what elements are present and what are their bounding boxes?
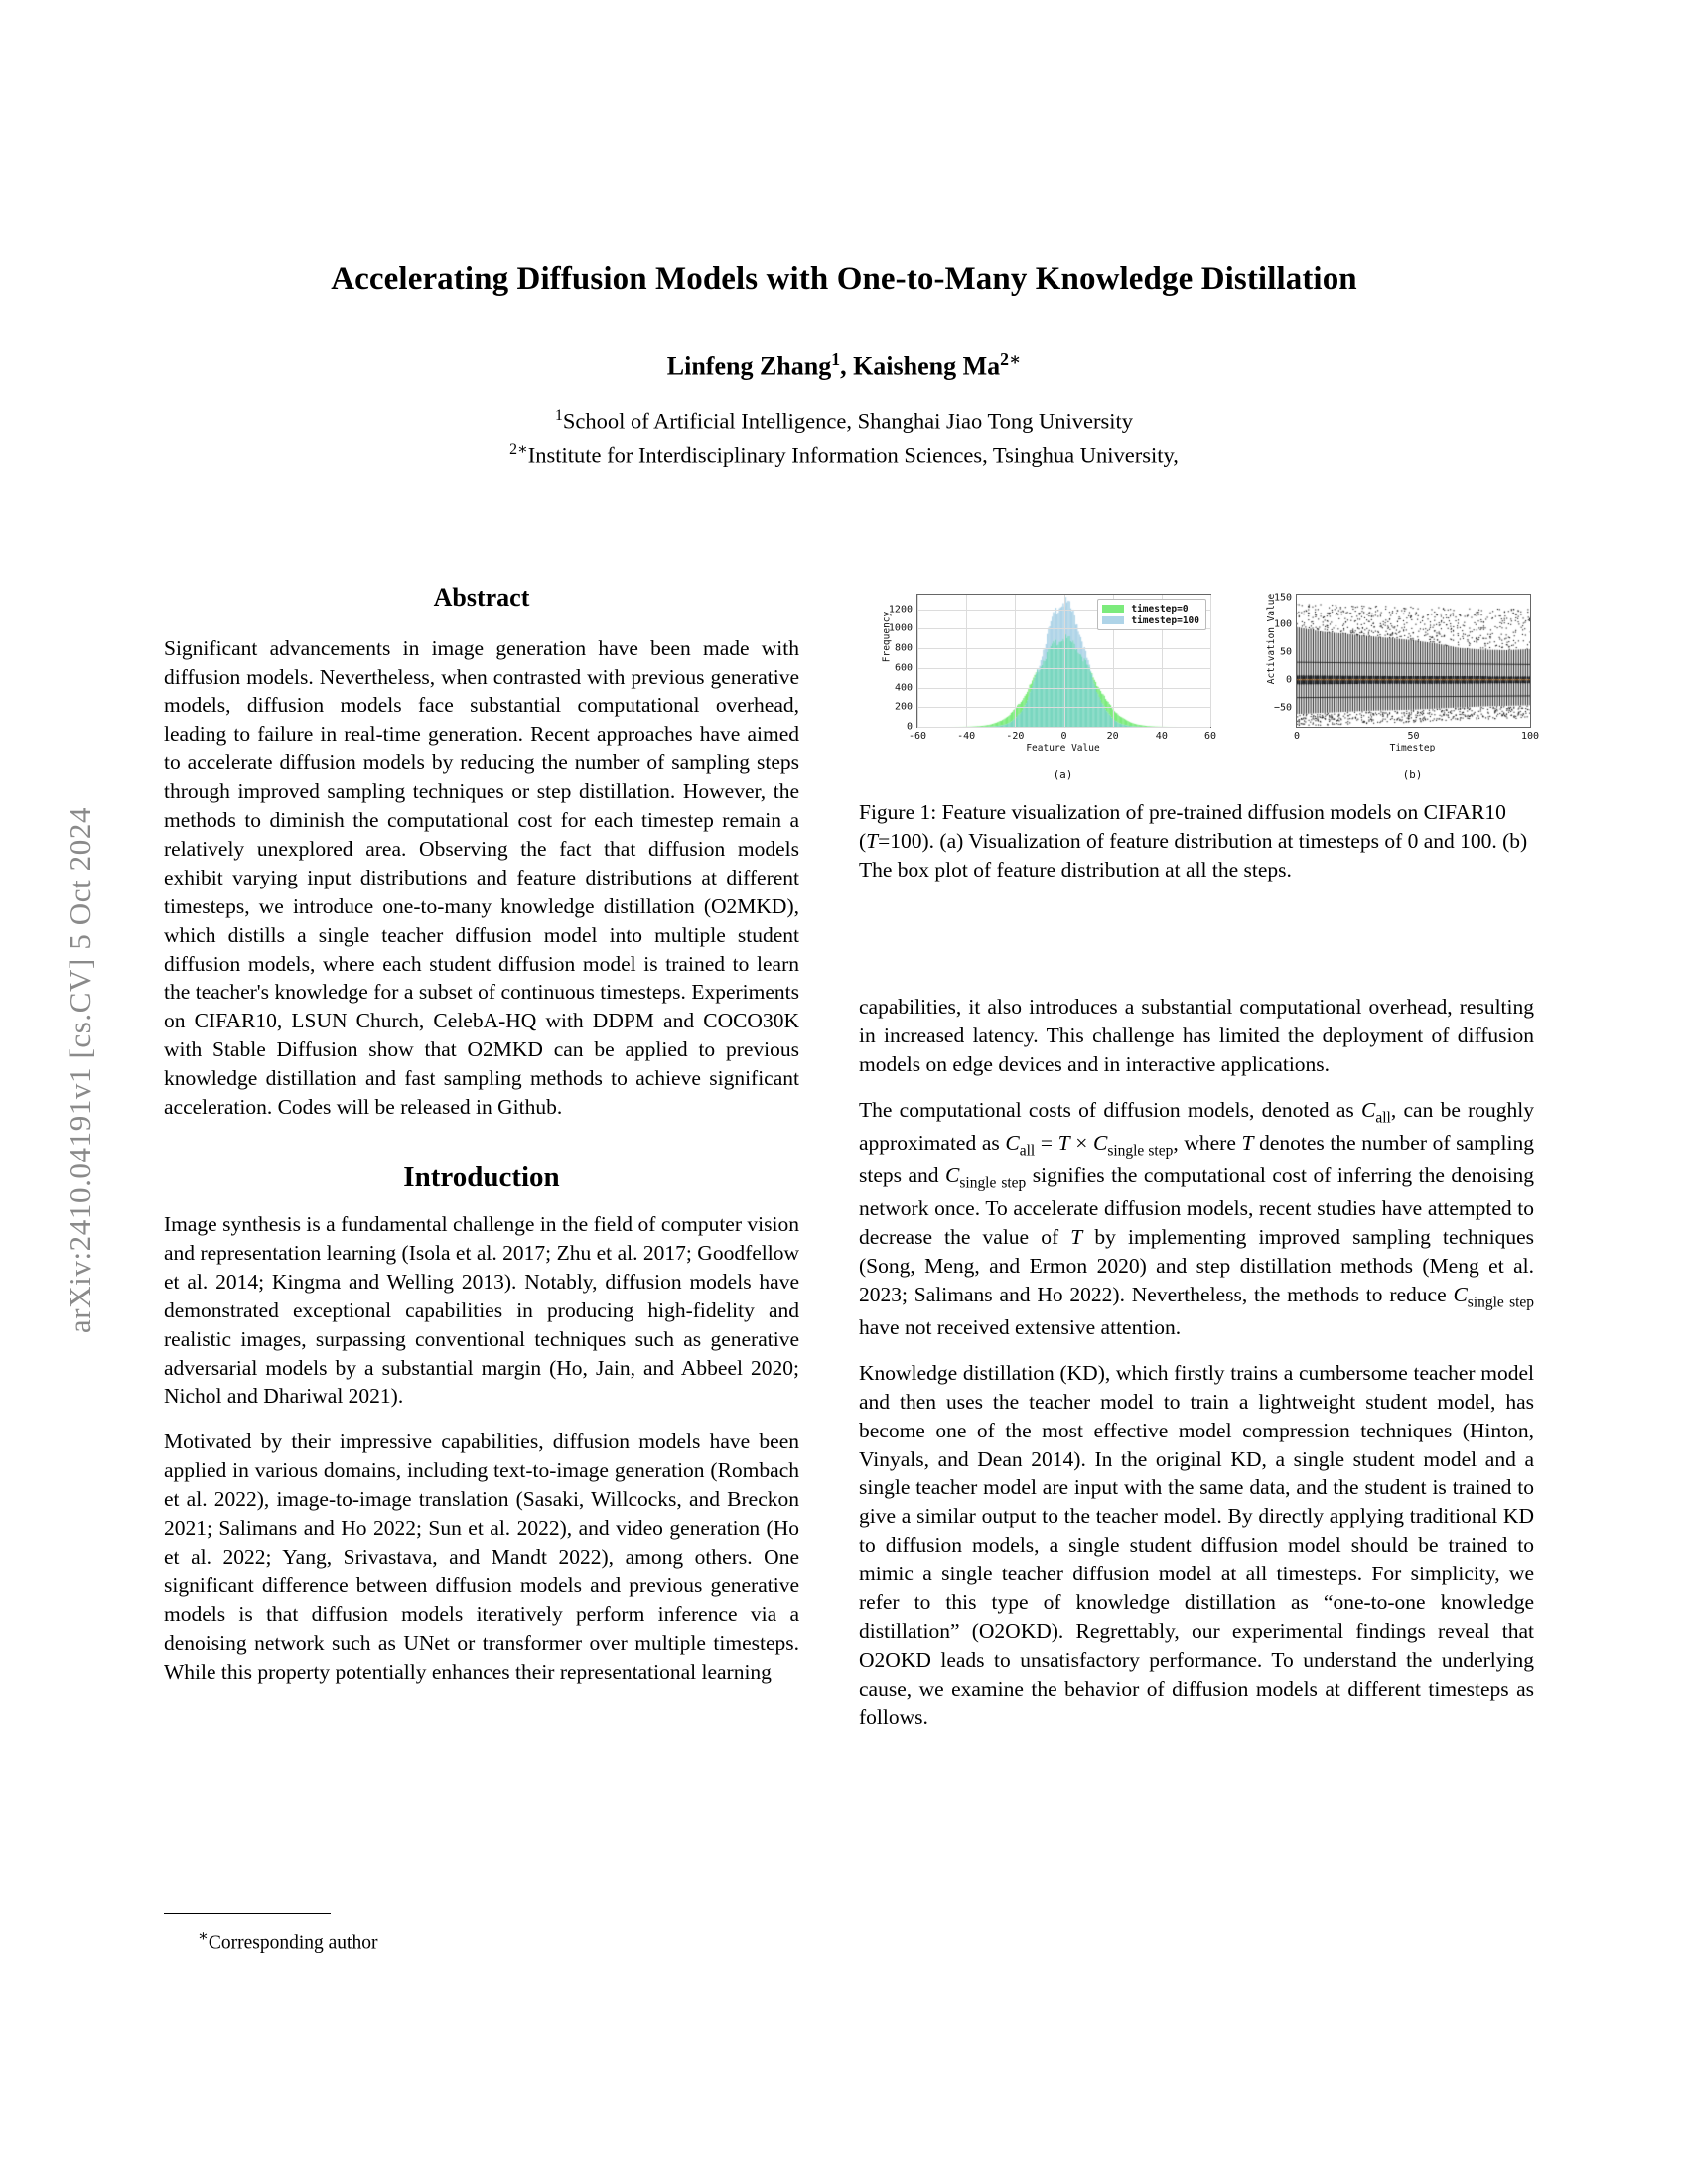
boxplot-y-tick: 150 — [1273, 592, 1292, 604]
histogram-x-tick: -60 — [908, 731, 927, 742]
boxplot-y-tick: 0 — [1285, 674, 1292, 686]
histogram-gridline-vertical — [1210, 595, 1211, 727]
boxplot-y-tick: 50 — [1279, 646, 1292, 658]
histogram-gridline-horizontal — [917, 727, 1210, 728]
author-separator: , — [840, 351, 854, 381]
figure-1-caption — [859, 798, 1544, 885]
histogram-gridline-horizontal — [917, 648, 1210, 649]
histogram-gridline-horizontal — [917, 707, 1210, 708]
histogram-plot-area — [888, 594, 1217, 742]
rp2-text-1: The computational costs of diffusion models, denoted as — [859, 1097, 1362, 1122]
author-list — [149, 349, 1539, 382]
rp2-sub-all-a: all — [1375, 1109, 1391, 1127]
rp2-sub-single-c: single step — [1467, 1294, 1534, 1311]
panel-a-histogram — [859, 588, 1216, 761]
rp2-equals: = — [1035, 1130, 1058, 1155]
footnote-label: Corresponding author — [208, 1932, 378, 1954]
histogram-y-tick: 400 — [894, 682, 913, 694]
boxplot-plot-area — [1273, 592, 1540, 742]
caption-part-2: =100). (a) Visualization of feature distribution at timesteps of 0 and 100. (b) The box plot of feature distribution at all the steps. — [859, 828, 1528, 882]
boxplot-y-axis-label: Activation Value — [1266, 593, 1277, 685]
left-column — [164, 584, 799, 1687]
intro-paragraph-2: Motivated by their impressive capabilities, diffusion models have been applied in various domains, including text-to-image generation (Rombach et al. 2022), image-to-image translation (Sasaki, Willcocks, and Breckon 2021; Salimans and Ho 2022; Sun et al. 2022), and video generation (Ho et al. 2022; Yang, Srivastava, and Mandt 2022), among others. One significant difference between diffusion models and previous generative models is that diffusion models iteratively perform inference via a denoising network such as UNet or transformer over multiple timesteps. While this property potentially enhances their representational learning — [164, 1430, 799, 1684]
boxplot-x-tick: 50 — [1407, 731, 1420, 742]
affiliation-text-1: School of Artificial Intelligence, Shanghai Jiao Tong University — [562, 408, 1134, 434]
author-affil-marker-1: 1 — [831, 349, 841, 369]
rp2-sym-T: T — [1057, 1130, 1070, 1155]
affiliation-marker-1: 1 — [554, 407, 563, 424]
right-paragraph-3: Knowledge distillation (KD), which firstly trains a cumbersome teacher model and then uses the teacher model to train a lightweight student model, has become one of the most effective model compression techniques (Hinton, Vinyals, and Dean 2014). In the original KD, a single student model and a single teacher model are input with the same data, and the student is trained to give a similar output to the teacher model. By directly applying traditional KD to diffusion models, a single student diffusion model should be trained to mimic a single teacher diffusion model at all timesteps. For simplicity, we refer to this type of knowledge distillation as “one-to-one knowledge distillation” (O2OKD). Regrettably, our experimental findings reveal that O2OKD leads to unsatisfactory performance. To understand the underlying cause, we examine the behavior of diffusion models at different timesteps as follows. — [859, 1360, 1534, 1729]
histogram-x-tick: -20 — [1006, 731, 1025, 742]
boxplot-x-tick: 100 — [1520, 731, 1540, 742]
rp2-sub-single-b: single step — [959, 1174, 1027, 1192]
legend-entry-timestep100 — [1102, 614, 1199, 626]
rp2-C-b: C — [1005, 1130, 1020, 1155]
rp2-text-7: have not received extensive attention. — [859, 1314, 1182, 1339]
caption-symbol-T: T — [866, 828, 879, 853]
author-name-1: Linfeng Zhang — [666, 351, 832, 381]
legend-swatch-timestep0 — [1102, 605, 1124, 613]
author-name-2: Kaisheng Ma — [853, 351, 1001, 381]
rp2-sym-T2: T — [1241, 1130, 1254, 1155]
histogram-legend — [1097, 599, 1206, 630]
rp2-text-4: denotes the number of sampling steps and — [859, 1130, 1534, 1187]
legend-entry-timestep0 — [1102, 603, 1199, 614]
histogram-x-tick: 20 — [1106, 731, 1119, 742]
histogram-y-tick: 1200 — [888, 604, 913, 615]
author-affil-marker-2: 2∗ — [1000, 349, 1022, 369]
arxiv-identifier-stamp: arXiv:2410.04191v1 [cs.CV] 5 Oct 2024 — [63, 806, 97, 1334]
rp2-sub-all-b: all — [1019, 1142, 1036, 1160]
footnote-text — [164, 1926, 799, 1955]
histogram-x-tick: 0 — [1060, 731, 1067, 742]
boxplot-canvas — [1297, 595, 1530, 727]
histogram-x-tick: -40 — [957, 731, 976, 742]
affiliation-1 — [149, 407, 1539, 435]
rp2-C-s-b: C — [945, 1162, 960, 1187]
boxplot-x-tick: 0 — [1293, 731, 1301, 742]
histogram-gridline-horizontal — [917, 688, 1210, 689]
boxplot-x-axis-label: Timestep — [1389, 743, 1436, 753]
histogram-y-tick: 1000 — [888, 622, 913, 634]
abstract-heading: Abstract — [433, 583, 530, 612]
rp2-sym-call-b — [1005, 1130, 1036, 1160]
right-column — [859, 993, 1534, 1732]
caption-part-1: Figure 1: Feature visualization of pre-trained diffusion models on CIFAR10 ( — [859, 800, 1506, 853]
rp2-sym-cs-c — [1453, 1282, 1534, 1311]
histogram-y-tick: 600 — [894, 662, 913, 674]
histogram-x-tick: 60 — [1203, 731, 1217, 742]
histogram-y-tick: 0 — [906, 721, 913, 733]
rp2-text-2: , can be roughly approximated as — [859, 1097, 1534, 1155]
affiliation-2 — [149, 439, 1539, 469]
subcaption-a: (a) — [1053, 768, 1073, 781]
figure-1 — [859, 588, 1544, 882]
histogram-y-axis-label: Frequency — [881, 611, 893, 663]
affiliation-text-2: Institute for Interdisciplinary Information Sciences, Tsinghua University, — [527, 442, 1179, 468]
rp2-sym-cs-a — [1092, 1130, 1174, 1160]
introduction-heading: Introduction — [403, 1161, 560, 1193]
rp2-text-5: signifies the computational cost of inferring the denoising network once. To accelerate diffusion models, recent studies have attempted to decrease the value of — [859, 1162, 1534, 1249]
boxplot-y-tick: 100 — [1273, 618, 1292, 630]
footnote — [164, 1913, 799, 1955]
abstract-text: Significant advancements in image generation have been made with diffusion models. Nevertheless, when contrasted with previous generative models, diffusion models face substantial computational overhead, leading to failure in real-time generation. Recent approaches have aimed to accelerate diffusion models by reducing the number of sampling steps through improved sampling techniques or step distillation. However, the methods to diminish the computational cost for each timestep remain a relatively unexplored area. Observing the fact that diffusion models exhibit varying input distributions and feature distributions at different timesteps, we introduce one-to-many knowledge distillation (O2MKD), which distills a single teacher diffusion model into multiple student diffusion models, where each student diffusion model is trained to learn the teacher's knowledge for a subset of continuous timesteps. Experiments on CIFAR10, LSUN Church, CelebA-HQ with DDPM and COCO30K with Stable Diffusion show that O2MKD can be applied to previous knowledge distillation and fast sampling methods to achieve significant acceleration. Codes will be released in Github. — [164, 635, 799, 1120]
histogram-gridline-horizontal — [917, 668, 1210, 669]
rp2-text-3: , where — [1173, 1130, 1242, 1155]
panel-b-boxplot — [1236, 588, 1544, 761]
figure-1-plots — [859, 588, 1544, 781]
right-paragraph-2 — [859, 1096, 1534, 1342]
rp2-sym-cs-b — [945, 1162, 1027, 1192]
histogram-y-tick: 200 — [894, 701, 913, 713]
rp2-C-s-c: C — [1453, 1282, 1468, 1306]
subcaption-b: (b) — [1402, 768, 1423, 781]
footnote-rule — [164, 1913, 331, 1914]
intro-paragraph-1: Image synthesis is a fundamental challenge in the field of computer vision and representation learning (Isola et al. 2017; Zhu et al. 2017; Goodfellow et al. 2014; Kingma and Welling 2013). Notably, diffusion models have demonstrated exceptional capabilities in producing high-fidelity and realistic images, surpassing conventional techniques such as generative adversarial models by a substantial margin (Ho, Jain, and Abbeel 2020; Nichol and Dhariwal 2021). — [164, 1212, 799, 1409]
right-paragraph-1: capabilities, it also introduces a substantial computational overhead, resulting in increased latency. This challenge has limited the deployment of diffusion models on edge devices and in interactive applications. — [859, 995, 1534, 1076]
rp2-text-6: by implementing improved sampling techniques (Song, Meng, and Ermon 2020) and step distillation methods (Meng et al. 2023; Salimans and Ho 2022). Nevertheless, the methods to reduce — [859, 1224, 1534, 1306]
histogram-y-tick: 800 — [894, 642, 913, 654]
boxplot-y-tick: −50 — [1273, 702, 1292, 714]
rp2-C-a: C — [1361, 1097, 1376, 1122]
page-title: Accelerating Diffusion Models with One-to-Many Knowledge Distillation — [331, 261, 1357, 297]
legend-label-timestep100: timestep=100 — [1131, 614, 1199, 626]
rp2-sym-T3: T — [1070, 1224, 1083, 1249]
histogram-x-tick: 40 — [1155, 731, 1168, 742]
histogram-x-axis-label: Feature Value — [1026, 743, 1100, 753]
rp2-sub-single-a: single step — [1107, 1142, 1174, 1160]
rp2-sym-call-a — [1361, 1097, 1391, 1127]
footnote-marker: ∗ — [198, 1928, 209, 1945]
legend-label-timestep0: timestep=0 — [1131, 603, 1189, 614]
legend-swatch-timestep100 — [1102, 616, 1124, 624]
affiliation-marker-2: 2∗ — [509, 441, 528, 458]
rp2-C-s-a: C — [1092, 1130, 1108, 1155]
rp2-times: × — [1069, 1130, 1093, 1155]
